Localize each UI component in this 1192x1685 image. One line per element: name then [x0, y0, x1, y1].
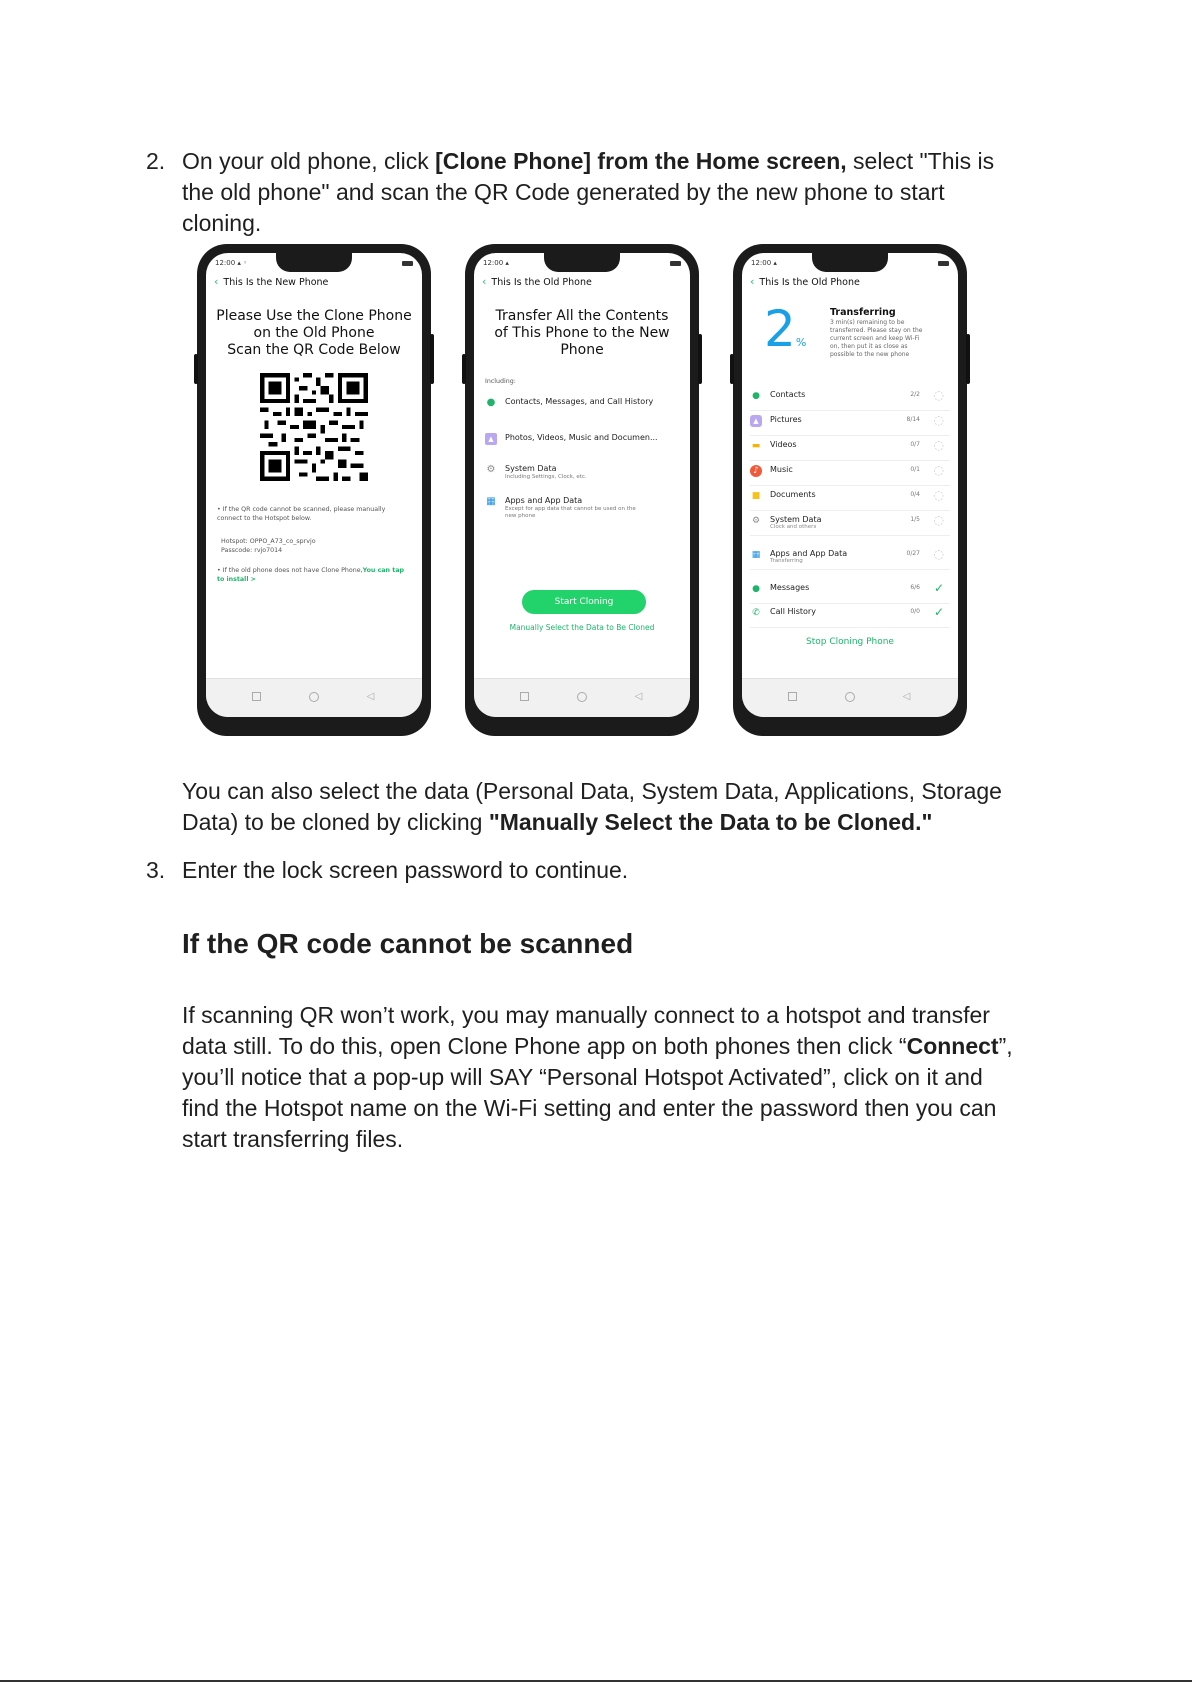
- status-time: 12:00 ▴ ◦: [215, 259, 248, 267]
- transfer-row[interactable]: [750, 544, 950, 570]
- recent-apps-icon[interactable]: [252, 692, 261, 701]
- transfer-row-count: 2/2: [910, 391, 920, 398]
- video-icon: ▬: [751, 441, 761, 451]
- step-2-text: [182, 146, 1022, 239]
- transfer-row[interactable]: [750, 485, 950, 511]
- progress-icon: ◌: [933, 413, 944, 427]
- transfer-row-label: Pictures: [770, 415, 802, 424]
- qr-scan-note: • If the QR code cannot be scanned, please manually connect to the Hotspot below.: [217, 506, 386, 522]
- qr-code-image: [260, 373, 368, 481]
- transfer-row[interactable]: [750, 578, 950, 604]
- back-icon[interactable]: ◁: [902, 691, 911, 702]
- transfer-row-sub: Clock and others: [770, 524, 817, 530]
- transfer-row-count: 6/6: [910, 584, 920, 591]
- phone-call-icon: ✆: [752, 608, 760, 618]
- hotspot-passcode: Passcode: rvjo7014: [221, 547, 283, 554]
- apps-grid-icon: ▦: [486, 496, 496, 507]
- transfer-row-label: System Data: [770, 515, 822, 524]
- page-bottom-rule: [0, 1680, 1192, 1682]
- transferring-title: Transferring: [830, 307, 896, 318]
- picture-icon: ▲: [485, 433, 497, 445]
- progress-icon: ◌: [933, 547, 944, 561]
- transfer-row[interactable]: [750, 460, 950, 486]
- music-icon: ♪: [750, 465, 762, 477]
- phone-screen: [206, 253, 422, 717]
- qr-section-paragraph: If scanning QR won’t work, you may manually connect to a hotspot and transfer data still. To do this, open Clone Phone app on both phones then click “Connect”, you’ll notice that a pop-up will SAY “Personal Hotspot Activated”, click on it and find the Hotspot name on the Wi-Fi setting and enter the password then you can start transferring files.: [182, 1002, 1013, 1152]
- transfer-heading: Transfer All the Contents of This Phone to the New Phone: [494, 308, 670, 358]
- android-nav-bar: [742, 678, 958, 717]
- screen-title-bar[interactable]: [750, 275, 860, 288]
- transfer-row-count: 0/7: [910, 441, 920, 448]
- transfer-row-label: Music: [770, 465, 793, 474]
- progress-icon: ◌: [933, 438, 944, 452]
- phone-notch: [812, 253, 888, 272]
- transfer-row-label: Messages: [770, 583, 810, 592]
- progress-icon: ◌: [933, 513, 944, 527]
- screen-title: This Is the Old Phone: [491, 277, 592, 288]
- checkmark-icon: ✓: [933, 605, 944, 619]
- step-3-number: 3.: [146, 857, 166, 883]
- back-icon[interactable]: ◁: [634, 691, 643, 702]
- transfer-row[interactable]: [750, 385, 950, 411]
- status-time: 12:00 ▴: [483, 259, 509, 267]
- back-chevron-icon[interactable]: ‹: [482, 275, 487, 288]
- transfer-row[interactable]: [750, 410, 950, 436]
- transfer-row-count: 0/4: [910, 491, 920, 498]
- phone-screen: [742, 253, 958, 717]
- transfer-row-label: Call History: [770, 607, 816, 616]
- status-time: 12:00 ▴: [751, 259, 777, 267]
- install-link[interactable]: You can tap to install >: [217, 567, 404, 583]
- screen-title-bar[interactable]: [214, 275, 328, 288]
- stop-cloning-button[interactable]: Stop Cloning Phone: [806, 637, 894, 647]
- qr-instruction-heading: Please Use the Clone Phone on the Old Phone Scan the QR Code Below: [216, 308, 412, 358]
- step-2-text-c: select "This is the old phone" and scan the QR Code generated by the new phone to start cloning.: [182, 148, 995, 236]
- transfer-row-label: Apps and App Data: [770, 549, 848, 558]
- transferring-description: 3 min(s) remaining to be transferred. Please stay on the current screen and keep Wi-Fi on, then put it as close as possible to the new phone: [830, 319, 923, 358]
- picture-icon: ▲: [750, 415, 762, 427]
- progress-icon: ◌: [933, 388, 944, 402]
- progress-icon: ◌: [933, 463, 944, 477]
- progress-icon: ◌: [933, 488, 944, 502]
- step-3-text: Enter the lock screen password to continue.: [182, 857, 629, 883]
- manually-select-link[interactable]: Manually Select the Data to Be Cloned: [509, 623, 655, 632]
- android-nav-bar: [474, 678, 690, 717]
- phone-notch: [276, 253, 352, 272]
- back-chevron-icon[interactable]: ‹: [214, 275, 219, 288]
- transfer-percent: 2%: [764, 300, 807, 358]
- battery-icon: [938, 261, 949, 266]
- checkmark-icon: ✓: [933, 581, 944, 595]
- person-icon: ●: [486, 397, 496, 408]
- install-note: • If the old phone does not have Clone Phone,You can tap to install >: [217, 567, 404, 583]
- home-icon[interactable]: [845, 692, 855, 702]
- phone-transferring-screen: [733, 244, 967, 736]
- battery-icon: [402, 261, 413, 266]
- start-cloning-button[interactable]: Start Cloning: [522, 590, 646, 614]
- message-icon: ●: [752, 584, 760, 594]
- android-nav-bar: [206, 678, 422, 717]
- recent-apps-icon[interactable]: [520, 692, 529, 701]
- transfer-row-label: Contacts: [770, 390, 806, 399]
- screen-title: This Is the New Phone: [223, 277, 329, 288]
- apps-grid-icon: ▦: [751, 550, 761, 560]
- document-icon: ■: [751, 491, 761, 501]
- screen-title: This Is the Old Phone: [759, 277, 860, 288]
- transfer-row-count: 8/14: [906, 416, 920, 423]
- recent-apps-icon[interactable]: [788, 692, 797, 701]
- gear-icon: ⚙: [486, 464, 496, 475]
- hotspot-name: Hotspot: OPPO_A73_co_sprvjo: [221, 538, 316, 545]
- qr-section-heading: If the QR code cannot be scanned: [182, 928, 634, 959]
- back-chevron-icon[interactable]: ‹: [750, 275, 755, 288]
- back-icon[interactable]: ◁: [366, 691, 375, 702]
- transfer-row-count: 0/27: [906, 550, 920, 557]
- transfer-row-label: Videos: [770, 440, 797, 449]
- transfer-row-sub: Transferring: [770, 558, 803, 564]
- including-label: Including:: [485, 378, 516, 385]
- transfer-row[interactable]: [750, 602, 950, 628]
- phone-screen: 12:00 ▴ ‹ This Is the Old Phone Transfer All the Contents of This Phone to the New Phone Including: ● Contacts, Messages, and Call History ▲ Photos, Videos, Music and Documen... ⚙ System Data Including Settings, Clock, etc. ▦ Apps and App Data Except for app data that cannot be used on the new phone Start Cloning Manually Select the Data to Be Cloned ◁: [474, 253, 690, 717]
- phone-old-phone-screen: [465, 244, 699, 736]
- transfer-row-label: Documents: [770, 490, 816, 499]
- battery-icon: [670, 261, 681, 266]
- home-icon[interactable]: [309, 692, 319, 702]
- phone-new-phone-screen: [197, 244, 431, 736]
- gear-icon: ⚙: [751, 516, 761, 526]
- step-2-text-bold: [Clone Phone] from the Home screen,: [435, 148, 847, 174]
- screen-title-bar[interactable]: [482, 275, 592, 288]
- home-icon[interactable]: [577, 692, 587, 702]
- step-2-number: 2.: [146, 148, 166, 174]
- person-icon: ●: [752, 391, 760, 401]
- transfer-row-count: 0/0: [910, 608, 920, 615]
- step-2-text-a: On your old phone, click: [182, 148, 436, 174]
- transfer-row[interactable]: [750, 435, 950, 461]
- transfer-row[interactable]: [750, 510, 950, 536]
- transfer-row-count: 1/5: [910, 516, 920, 523]
- manual-select-paragraph: You can also select the data (Personal Data, System Data, Applications, Storage Data) to be cloned by clicking "Manually Select the Data to be Cloned.": [182, 778, 1002, 835]
- transfer-row-count: 0/1: [910, 466, 920, 473]
- phone-notch: [544, 253, 620, 272]
